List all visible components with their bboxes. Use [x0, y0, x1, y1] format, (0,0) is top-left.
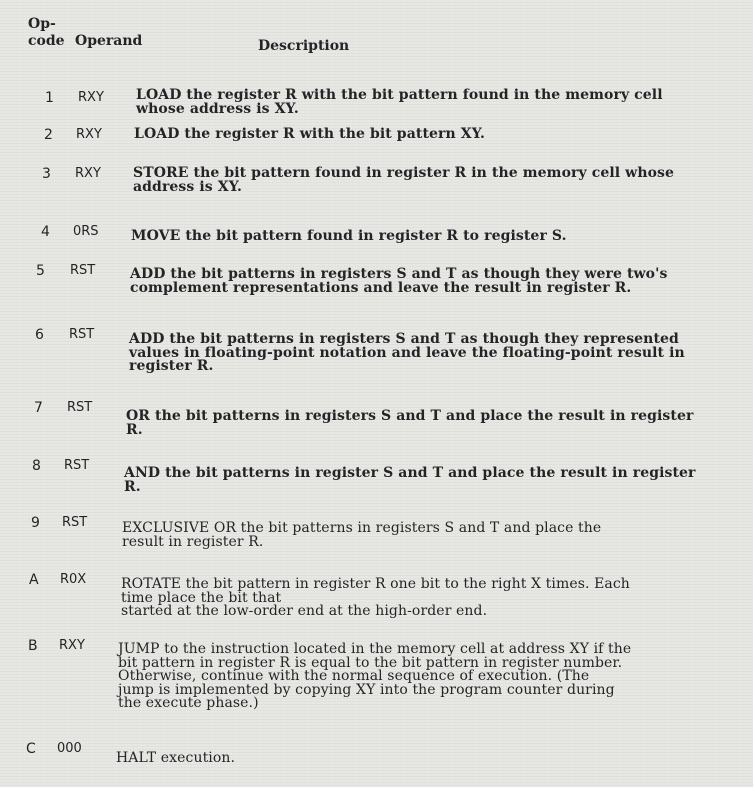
opcode: 3	[42, 166, 51, 182]
description: STORE the bit pattern found in register R in the memory cell whose address is XY.	[133, 165, 675, 195]
description: EXCLUSIVE OR the bit patterns in registers S and T and place the result in register R.	[122, 520, 602, 550]
opcode: 8	[32, 458, 41, 474]
opcode: A	[29, 572, 39, 588]
opcode: 7	[34, 400, 43, 416]
description: LOAD the register R with the bit pattern found in the memory cell whose address is XY.	[136, 87, 663, 117]
operand: RXY	[78, 90, 104, 105]
opcode: B	[28, 638, 38, 654]
operand: RXY	[76, 127, 102, 142]
operand: RXY	[59, 638, 85, 653]
operand: RST	[62, 515, 88, 530]
opcode: 6	[35, 327, 44, 343]
opcode: 1	[45, 90, 54, 106]
description: ROTATE the bit pattern in register R one bit to the right X times. Each time place the bit that started at the low-order end at the high-order end.	[121, 576, 630, 619]
operand: RST	[69, 327, 95, 342]
opcode: 9	[31, 515, 40, 531]
description: OR the bit patterns in registers S and T and place the result in register R.	[126, 408, 694, 438]
operand: 000	[57, 741, 82, 756]
opcode: 5	[36, 263, 45, 279]
opcode-header-line2: code	[28, 33, 65, 49]
operand: R0X	[60, 572, 87, 587]
operand: RST	[70, 263, 96, 278]
description: AND the bit patterns in register S and T and place the result in register R.	[124, 465, 696, 495]
opcode: 2	[44, 127, 53, 143]
description: JUMP to the instruction located in the memory cell at address XY if the bit pattern in register R is equal to the bit pattern in register number. Otherwise, continue with the normal sequence of execution. (The jump is implemented by copying XY into the program counter during the execute phase.)	[118, 641, 632, 711]
description: ADD the bit patterns in registers S and T as though they represented values in floating-point notation and leave the floating-point result in register R.	[129, 331, 685, 374]
description: HALT execution.	[116, 750, 236, 766]
description: MOVE the bit pattern found in register R to register S.	[131, 228, 567, 244]
operand-header: Operand	[75, 33, 143, 49]
operand: RXY	[75, 166, 101, 181]
opcode: C	[26, 741, 36, 757]
opcode: 4	[41, 224, 50, 240]
description-header: Description	[258, 38, 350, 54]
operand: RST	[64, 458, 90, 473]
operand: 0RS	[73, 224, 99, 239]
opcode-header-line1: Op-	[28, 16, 56, 32]
operand: RST	[67, 400, 93, 415]
description: LOAD the register R with the bit pattern XY.	[134, 126, 485, 142]
description: ADD the bit patterns in registers S and T as though they were two's complement representations and leave the result in register R.	[130, 266, 668, 296]
